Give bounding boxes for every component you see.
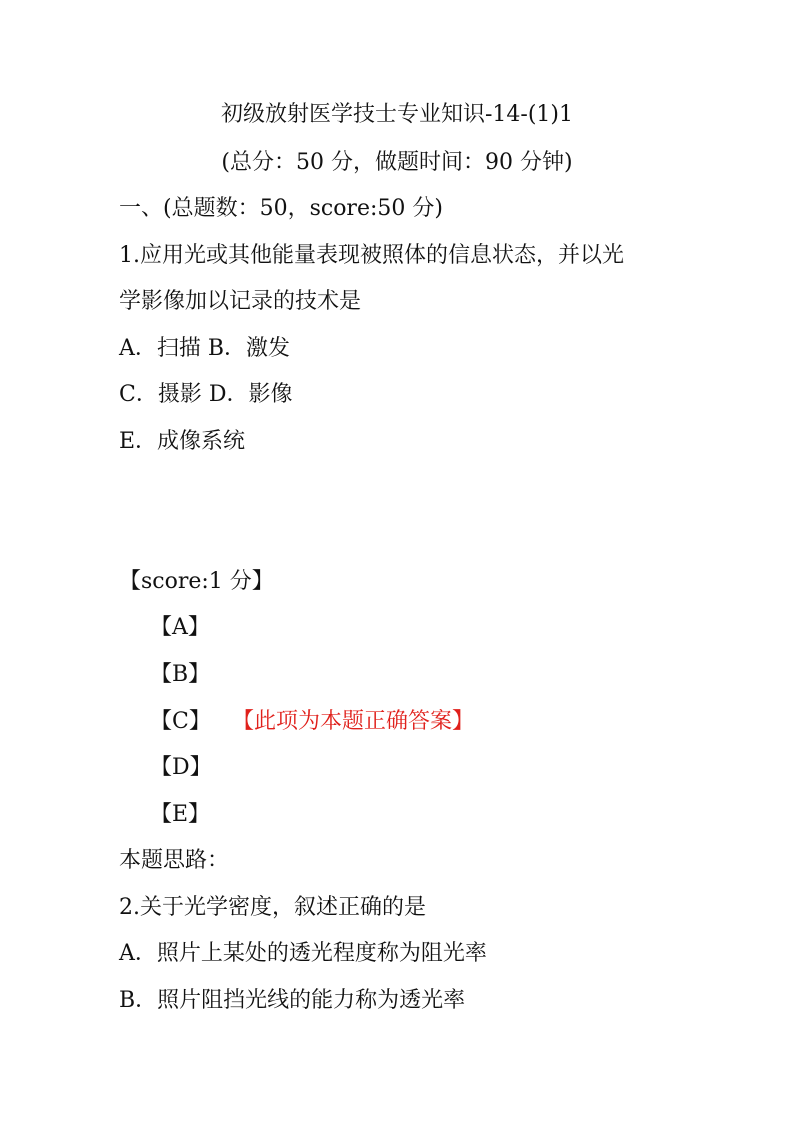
question1-options-line3: E．成像系统 — [119, 429, 246, 454]
answer-option-c: 【C】 — [150, 709, 211, 734]
question2-stem: 2.关于光学密度，叙述正确的是 — [119, 895, 426, 920]
question1-stem-line1: 1.应用光或其他能量表现被照体的信息状态，并以光 — [119, 243, 624, 268]
question1-score: 【score:1 分】 — [119, 569, 274, 594]
question2-option-a: A．照片上某处的透光程度称为阻光率 — [119, 941, 487, 966]
answer-option-a: 【A】 — [150, 615, 210, 640]
question2-option-b: B．照片阻挡光线的能力称为透光率 — [119, 988, 466, 1013]
answer-option-d: 【D】 — [150, 755, 212, 780]
answer-option-e: 【E】 — [150, 802, 211, 827]
section-header: 一、(总题数：50，score:50 分) — [119, 196, 443, 221]
answer-option-b: 【B】 — [150, 662, 211, 687]
explanation-label: 本题思路： — [119, 848, 230, 873]
document-title: 初级放射医学技士专业知识-14-(1)1 — [220, 102, 574, 127]
question1-stem-line2: 学影像加以记录的技术是 — [119, 289, 362, 314]
correct-answer-marker: 【此项为本题正确答案】 — [232, 709, 475, 734]
question1-options-line2: C．摄影 D．影像 — [119, 382, 293, 407]
question1-options-line1: A．扫描 B．激发 — [119, 336, 291, 361]
document-subtitle: (总分：50 分，做题时间：90 分钟) — [221, 150, 573, 175]
